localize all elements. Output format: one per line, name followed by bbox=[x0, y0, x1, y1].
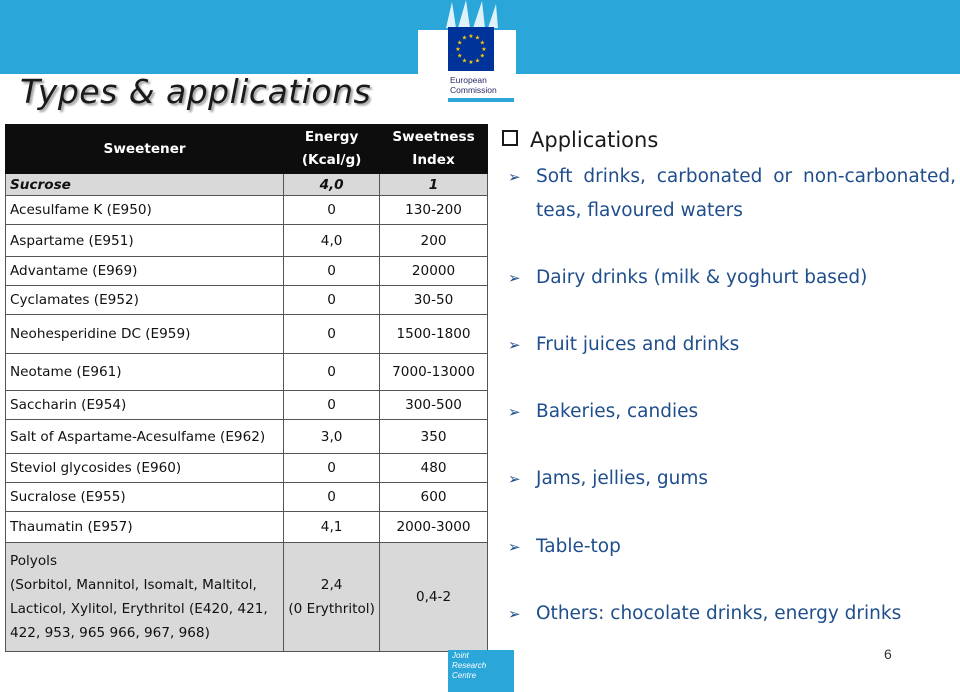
cell-energy: 0 bbox=[284, 454, 380, 483]
cell-sweetener: Cyclamates (E952) bbox=[6, 286, 284, 315]
svg-text:★: ★ bbox=[481, 46, 487, 53]
cell-index: 350 bbox=[380, 420, 488, 454]
list-item: ➢ Jams, jellies, gums bbox=[508, 462, 956, 496]
cell-index: 1 bbox=[380, 174, 488, 196]
svg-text:★: ★ bbox=[461, 57, 468, 65]
svg-text:★: ★ bbox=[474, 34, 481, 42]
cell-energy: 4,0 bbox=[284, 225, 380, 257]
cell-index: 130-200 bbox=[380, 196, 488, 225]
cell-sweetener: Polyols (Sorbitol, Mannitol, Isomalt, Maltitol, Lacticol, Xylitol, Erythritol (E420, 421, 422, 953, 965 966, 967, 968) bbox=[6, 543, 284, 652]
cell-index: 7000-13000 bbox=[380, 354, 488, 391]
applications-heading: Applications bbox=[502, 128, 658, 152]
arrow-bullet-icon: ➢ bbox=[508, 403, 521, 421]
cell-energy: 0 bbox=[284, 483, 380, 512]
slide-title: Types & applications bbox=[20, 72, 372, 111]
cell-index: 30-50 bbox=[380, 286, 488, 315]
list-item: ➢ Fruit juices and drinks bbox=[508, 328, 956, 362]
cell-index: 200 bbox=[380, 225, 488, 257]
list-item: ➢ Table-top bbox=[508, 530, 956, 564]
cell-energy: 0 bbox=[284, 391, 380, 420]
table-row bbox=[6, 354, 488, 391]
svg-text:★: ★ bbox=[461, 34, 468, 42]
col-header-sweetener: Sweetener bbox=[6, 125, 284, 174]
cell-index: 1500-1800 bbox=[380, 315, 488, 354]
svg-text:★: ★ bbox=[455, 46, 461, 53]
arrow-bullet-icon: ➢ bbox=[508, 336, 521, 354]
eu-flag-icon bbox=[448, 27, 494, 71]
cell-sweetener: Saccharin (E954) bbox=[6, 391, 284, 420]
cell-energy: 0 bbox=[284, 196, 380, 225]
cell-index: 20000 bbox=[380, 257, 488, 286]
table-row bbox=[6, 196, 488, 225]
col-header-energy: Energy (Kcal/g) bbox=[284, 125, 380, 174]
list-item: ➢ Bakeries, candies bbox=[508, 395, 956, 429]
cell-energy: 0 bbox=[284, 257, 380, 286]
svg-text:★: ★ bbox=[479, 39, 485, 47]
cell-sweetener: Neotame (E961) bbox=[6, 354, 284, 391]
cell-energy: 3,0 bbox=[284, 420, 380, 454]
svg-text:★: ★ bbox=[468, 33, 474, 40]
cell-sweetener: Aspartame (E951) bbox=[6, 225, 284, 257]
cell-sweetener: Advantame (E969) bbox=[6, 257, 284, 286]
jrc-logo-text: Joint Research Centre bbox=[452, 651, 487, 680]
table-row bbox=[6, 454, 488, 483]
arrow-bullet-icon: ➢ bbox=[508, 269, 521, 287]
table-row bbox=[6, 225, 488, 257]
checkbox-square-icon bbox=[502, 130, 518, 146]
list-item: ➢ Others: chocolate drinks, energy drinks bbox=[508, 597, 956, 631]
table-row bbox=[6, 391, 488, 420]
svg-text:★: ★ bbox=[457, 52, 463, 60]
logo-text: European Commission bbox=[450, 75, 497, 95]
cell-sweetener: Sucralose (E955) bbox=[6, 483, 284, 512]
cell-energy: 4,1 bbox=[284, 512, 380, 543]
cell-index: 2000-3000 bbox=[380, 512, 488, 543]
table-row bbox=[6, 512, 488, 543]
svg-text:★: ★ bbox=[474, 57, 481, 65]
cell-index: 0,4-2 bbox=[380, 543, 488, 652]
table-row bbox=[6, 286, 488, 315]
col-header-sweetness-index: Sweetness Index bbox=[380, 125, 488, 174]
european-commission-logo bbox=[418, 0, 516, 104]
table-row bbox=[6, 420, 488, 454]
cell-energy: 0 bbox=[284, 286, 380, 315]
cell-energy: 0 bbox=[284, 315, 380, 354]
cell-sweetener: Neohesperidine DC (E959) bbox=[6, 315, 284, 354]
arrow-bullet-icon: ➢ bbox=[508, 168, 521, 186]
svg-text:★: ★ bbox=[457, 39, 463, 47]
cell-sweetener: Thaumatin (E957) bbox=[6, 512, 284, 543]
table-row bbox=[6, 483, 488, 512]
building-icon bbox=[418, 0, 516, 30]
cell-sweetener: Acesulfame K (E950) bbox=[6, 196, 284, 225]
list-item: ➢ Soft drinks, carbonated or non-carbonated, teas, flavoured waters bbox=[508, 160, 956, 228]
cell-index: 480 bbox=[380, 454, 488, 483]
cell-energy: 4,0 bbox=[284, 174, 380, 196]
sweetener-table bbox=[5, 124, 488, 652]
page-number: 6 bbox=[884, 646, 892, 662]
list-item: ➢ Dairy drinks (milk & yoghurt based) bbox=[508, 261, 956, 295]
cell-sweetener: Sucrose bbox=[6, 174, 284, 196]
cell-index: 300-500 bbox=[380, 391, 488, 420]
cell-sweetener: Steviol glycosides (E960) bbox=[6, 454, 284, 483]
arrow-bullet-icon: ➢ bbox=[508, 605, 521, 623]
table-row bbox=[6, 315, 488, 354]
cell-index: 600 bbox=[380, 483, 488, 512]
table-row-polyols bbox=[6, 543, 488, 652]
arrow-bullet-icon: ➢ bbox=[508, 470, 521, 488]
cell-energy: 0 bbox=[284, 354, 380, 391]
table-row-sucrose bbox=[6, 174, 488, 196]
arrow-bullet-icon: ➢ bbox=[508, 538, 521, 556]
cell-energy: 2,4 (0 Erythritol) bbox=[284, 543, 380, 652]
cell-sweetener: Salt of Aspartame-Acesulfame (E962) bbox=[6, 420, 284, 454]
table-header-row bbox=[6, 125, 488, 174]
svg-text:★: ★ bbox=[468, 59, 474, 66]
table-row bbox=[6, 257, 488, 286]
svg-text:★: ★ bbox=[479, 52, 485, 60]
